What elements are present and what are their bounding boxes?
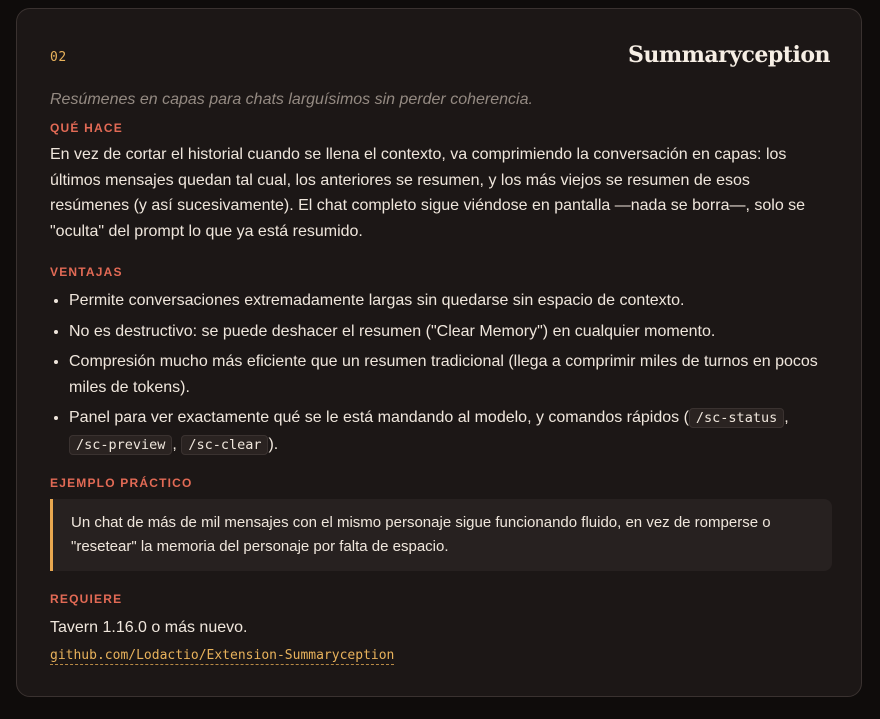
list-item: • Compresión mucho más eficiente que un resumen tradicional (llega a comprimir miles de turnos en pocos miles de tokens).: [69, 349, 859, 400]
card-number: 02: [50, 50, 67, 65]
example-label: EJEMPLO PRÁCTICO: [50, 476, 193, 490]
extension-card: [16, 8, 862, 697]
item-text-end: ).: [268, 435, 279, 453]
what-it-does-label: QUÉ HACE: [50, 121, 123, 135]
list-item: • Permite conversaciones extremadamente largas sin quedarse sin espacio de contexto.: [69, 288, 859, 314]
separator: ,: [172, 435, 177, 453]
card-title: Summaryception: [627, 42, 830, 68]
list-item: • No es destructivo: se puede deshacer el resumen ("Clear Memory") en cualquier momento.: [69, 319, 859, 345]
what-it-does-text: En vez de cortar el historial cuando se llena el contexto, va comprimiendo la conversación en capas: los últimos mensajes quedan tal cual, los anteriores se resumen, y los más viejos se resumen de esos resúmenes (y así sucesivamente). El chat completo sigue viéndose en pantalla —nada se borra—, solo se "oculta" del prompt lo que ya está resumido.: [50, 146, 806, 240]
requires-label: REQUIERE: [50, 592, 123, 606]
command-sc-clear: /sc-clear: [181, 435, 268, 455]
advantages-label: VENTAJAS: [50, 265, 123, 279]
card-subtitle: Resúmenes en capas para chats larguísimos sin perder coherencia.: [50, 91, 533, 108]
repository-link[interactable]: github.com/Lodactio/Extension-Summaryception: [50, 648, 395, 663]
example-text: Un chat de más de mil mensajes con el mismo personaje sigue funcionando fluido, en vez de romperse o "resetear" la memoria del personaje por falta de espacio.: [71, 514, 771, 555]
list-item: [69, 405, 859, 458]
command-sc-status: /sc-status: [689, 408, 784, 428]
separator: ,: [784, 409, 789, 426]
requires-text: Tavern 1.16.0 o más nuevo.: [50, 619, 248, 636]
example-quote: [50, 499, 832, 571]
item-text: Panel para ver exactamente qué se le está mandando al modelo, y comandos rápidos (: [69, 409, 689, 426]
command-sc-preview: /sc-preview: [69, 435, 172, 455]
advantages-list: [50, 288, 859, 463]
